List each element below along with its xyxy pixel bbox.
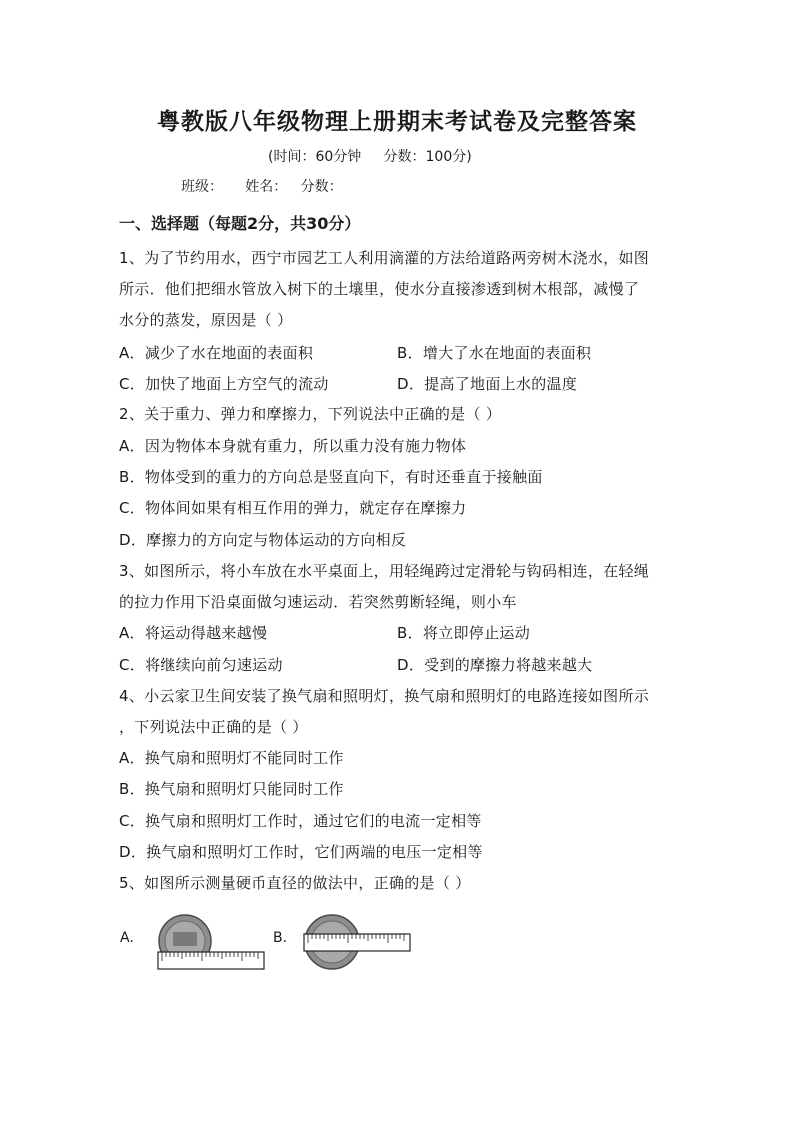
section-heading-multiple-choice: 一、选择题（每题2分，共30分） xyxy=(119,214,361,233)
q1-stem-line-1: 1、为了节约用水，西宁市园艺工人利用滴灌的方法给道路两旁树木浇水，如图 xyxy=(119,249,650,267)
q1-stem-line-3: 水分的蒸发，原因是（ ） xyxy=(119,311,293,329)
exam-time-score: (时间：60分钟 分数：100分) xyxy=(268,149,472,165)
coin-ruler-figure-b xyxy=(298,912,414,972)
q5-option-b-label: B. xyxy=(273,930,288,946)
q5-stem: 5、如图所示测量硬币直径的做法中，正确的是（ ） xyxy=(119,874,471,892)
q1-stem-line-2: 所示．他们把细水管放入树下的土壤里，使水分直接渗透到树木根部，减慢了 xyxy=(119,280,640,298)
q3-option-a: A．将运动得越来越慢 xyxy=(119,624,268,642)
q2-option-d: D．摩擦力的方向定与物体运动的方向相反 xyxy=(119,531,407,549)
q3-option-b: B．将立即停止运动 xyxy=(397,624,530,642)
q5-option-a-label: A. xyxy=(120,930,134,946)
q3-stem-line-1: 3、如图所示，将小车放在水平桌面上，用轻绳跨过定滑轮与钩码相连，在轻绳 xyxy=(119,562,650,580)
q4-option-a: A．换气扇和照明灯不能同时工作 xyxy=(119,749,344,767)
q3-stem-line-2: 的拉力作用下沿桌面做匀速运动．若突然剪断轻绳，则小车 xyxy=(119,593,517,611)
exam-title: 粤教版八年级物理上册期末考试卷及完整答案 xyxy=(157,108,637,135)
q2-option-c: C．物体间如果有相互作用的弹力，就定存在摩擦力 xyxy=(119,499,467,517)
q4-option-c: C．换气扇和照明灯工作时，通过它们的电流一定相等 xyxy=(119,812,482,830)
q4-stem-line-2: ，下列说法中正确的是（ ） xyxy=(119,718,308,736)
q3-option-c: C．将继续向前匀速运动 xyxy=(119,656,283,674)
q4-option-b: B．换气扇和照明灯只能同时工作 xyxy=(119,780,344,798)
q2-option-b: B．物体受到的重力的方向总是竖直向下，有时还垂直于接触面 xyxy=(119,468,543,486)
q1-option-b: B．增大了水在地面的表面积 xyxy=(397,344,592,362)
q4-option-d: D．换气扇和照明灯工作时，它们两端的电压一定相等 xyxy=(119,843,483,861)
q1-option-d: D．提高了地面上水的温度 xyxy=(397,375,578,393)
q2-stem: 2、关于重力、弹力和摩擦力，下列说法中正确的是（ ） xyxy=(119,405,502,423)
q1-option-c: C．加快了地面上方空气的流动 xyxy=(119,375,329,393)
q3-option-d: D．受到的摩擦力将越来越大 xyxy=(397,656,593,674)
q4-stem-line-1: 4、小云家卫生间安装了换气扇和照明灯，换气扇和照明灯的电路连接如图所示 xyxy=(119,687,650,705)
q1-option-a: A．减少了水在地面的表面积 xyxy=(119,344,314,362)
student-info-line: 班级： 姓名： 分数： xyxy=(181,179,343,195)
coin-ruler-figure-a xyxy=(152,914,268,972)
q2-option-a: A．因为物体本身就有重力，所以重力没有施力物体 xyxy=(119,437,467,455)
